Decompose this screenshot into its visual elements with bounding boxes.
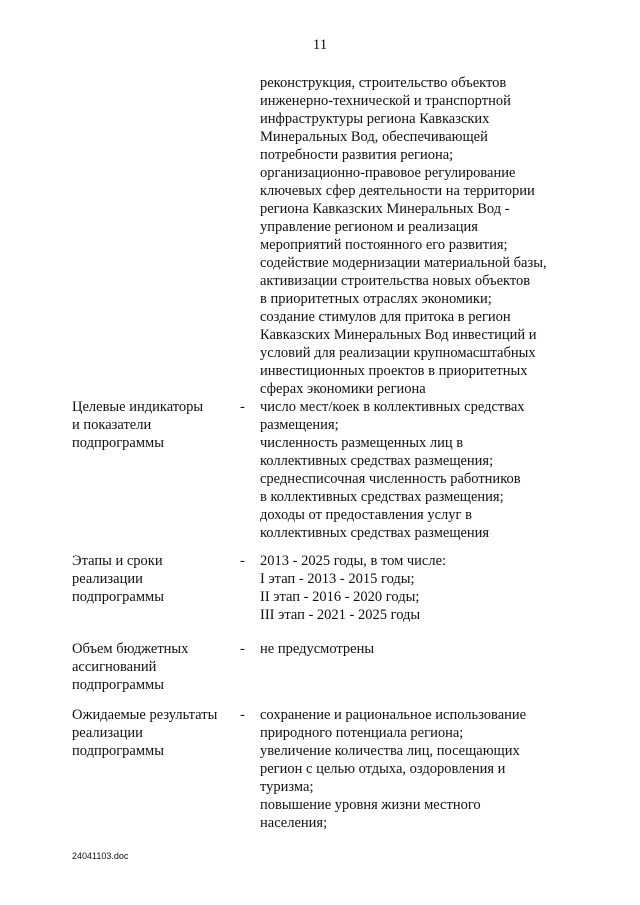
page-number: 11 (312, 37, 328, 53)
text-line: населения; (260, 815, 328, 831)
text-line: регион с целью отдыха, оздоровления и (260, 761, 506, 777)
text-line: туризма; (260, 779, 314, 795)
text-line: сферах экономики региона (260, 381, 426, 397)
label-line: подпрограммы (72, 589, 164, 605)
text-line: среднесписочная численность работников (260, 471, 521, 487)
text-line: 2013 - 2025 годы, в том числе: (260, 553, 447, 569)
text-line: реконструкция, строительство объектов (260, 75, 507, 91)
label-line: подпрограммы (72, 743, 164, 759)
indicators-content (260, 398, 560, 542)
label-line: подпрограммы (72, 677, 164, 693)
text-line: природного потенциала региона; (260, 725, 464, 741)
text-line: III этап - 2021 - 2025 годы (260, 607, 421, 623)
text-line: Минеральных Вод, обеспечивающей (260, 129, 488, 145)
text-line: активизации строительства новых объектов (260, 273, 531, 289)
text-line: I этап - 2013 - 2015 годы; (260, 571, 415, 587)
label-line: Объем бюджетных (72, 641, 189, 657)
text-line: Кавказских Минеральных Вод инвестиций и (260, 327, 537, 343)
text-line: создание стимулов для притока в регион (260, 309, 511, 325)
text-line: коллективных средствах размещения; (260, 453, 494, 469)
text-line: содействие модернизации материальной базы, (260, 255, 547, 271)
results-dash: - (240, 707, 245, 723)
label-line: и показатели (72, 417, 152, 433)
stages-dash: - (240, 553, 245, 569)
text-line: ключевых сфер деятельности на территории (260, 183, 535, 199)
budget-label (72, 640, 240, 694)
objectives-continued-text (260, 74, 560, 398)
text-line: в коллективных средствах размещения; (260, 489, 504, 505)
text-line: условий для реализации крупномасштабных (260, 345, 536, 361)
document-filename: 24041103.doc (72, 851, 129, 861)
text-line: региона Кавказских Минеральных Вод - (260, 201, 510, 217)
label-line: реализации (72, 725, 143, 741)
text-line: инженерно-технической и транспортной (260, 93, 511, 109)
text-line: размещения; (260, 417, 339, 433)
text-line: увеличение количества лиц, посещающих (260, 743, 520, 759)
text-line: инфраструктуры региона Кавказских (260, 111, 490, 127)
text-line: инвестиционных проектов в приоритетных (260, 363, 528, 379)
label-line: Целевые индикаторы (72, 399, 204, 415)
text-line: не предусмотрены (260, 641, 375, 657)
text-line: коллективных средствах размещения (260, 525, 490, 541)
results-content (260, 706, 560, 832)
label-line: Ожидаемые результаты (72, 707, 218, 723)
budget-content (260, 640, 560, 658)
stages-content (260, 552, 560, 624)
budget-dash: - (240, 641, 245, 657)
text-line: II этап - 2016 - 2020 годы; (260, 589, 420, 605)
label-line: ассигнований (72, 659, 157, 675)
text-line: число мест/коек в коллективных средствах (260, 399, 525, 415)
text-line: численность размещенных лиц в (260, 435, 464, 451)
label-line: реализации (72, 571, 143, 587)
text-line: управление регионом и реализация (260, 219, 478, 235)
results-label (72, 706, 240, 760)
text-line: в приоритетных отраслях экономики; (260, 291, 492, 307)
text-line: мероприятий постоянного его развития; (260, 237, 508, 253)
text-line: потребности развития региона; (260, 147, 454, 163)
text-line: повышение уровня жизни местного (260, 797, 481, 813)
text-line: организационно-правовое регулирование (260, 165, 516, 181)
text-line: доходы от предоставления услуг в (260, 507, 472, 523)
indicators-label (72, 398, 240, 452)
indicators-dash: - (240, 399, 245, 415)
label-line: подпрограммы (72, 435, 164, 451)
label-line: Этапы и сроки (72, 553, 163, 569)
text-line: сохранение и рациональное использование (260, 707, 527, 723)
stages-label (72, 552, 240, 606)
